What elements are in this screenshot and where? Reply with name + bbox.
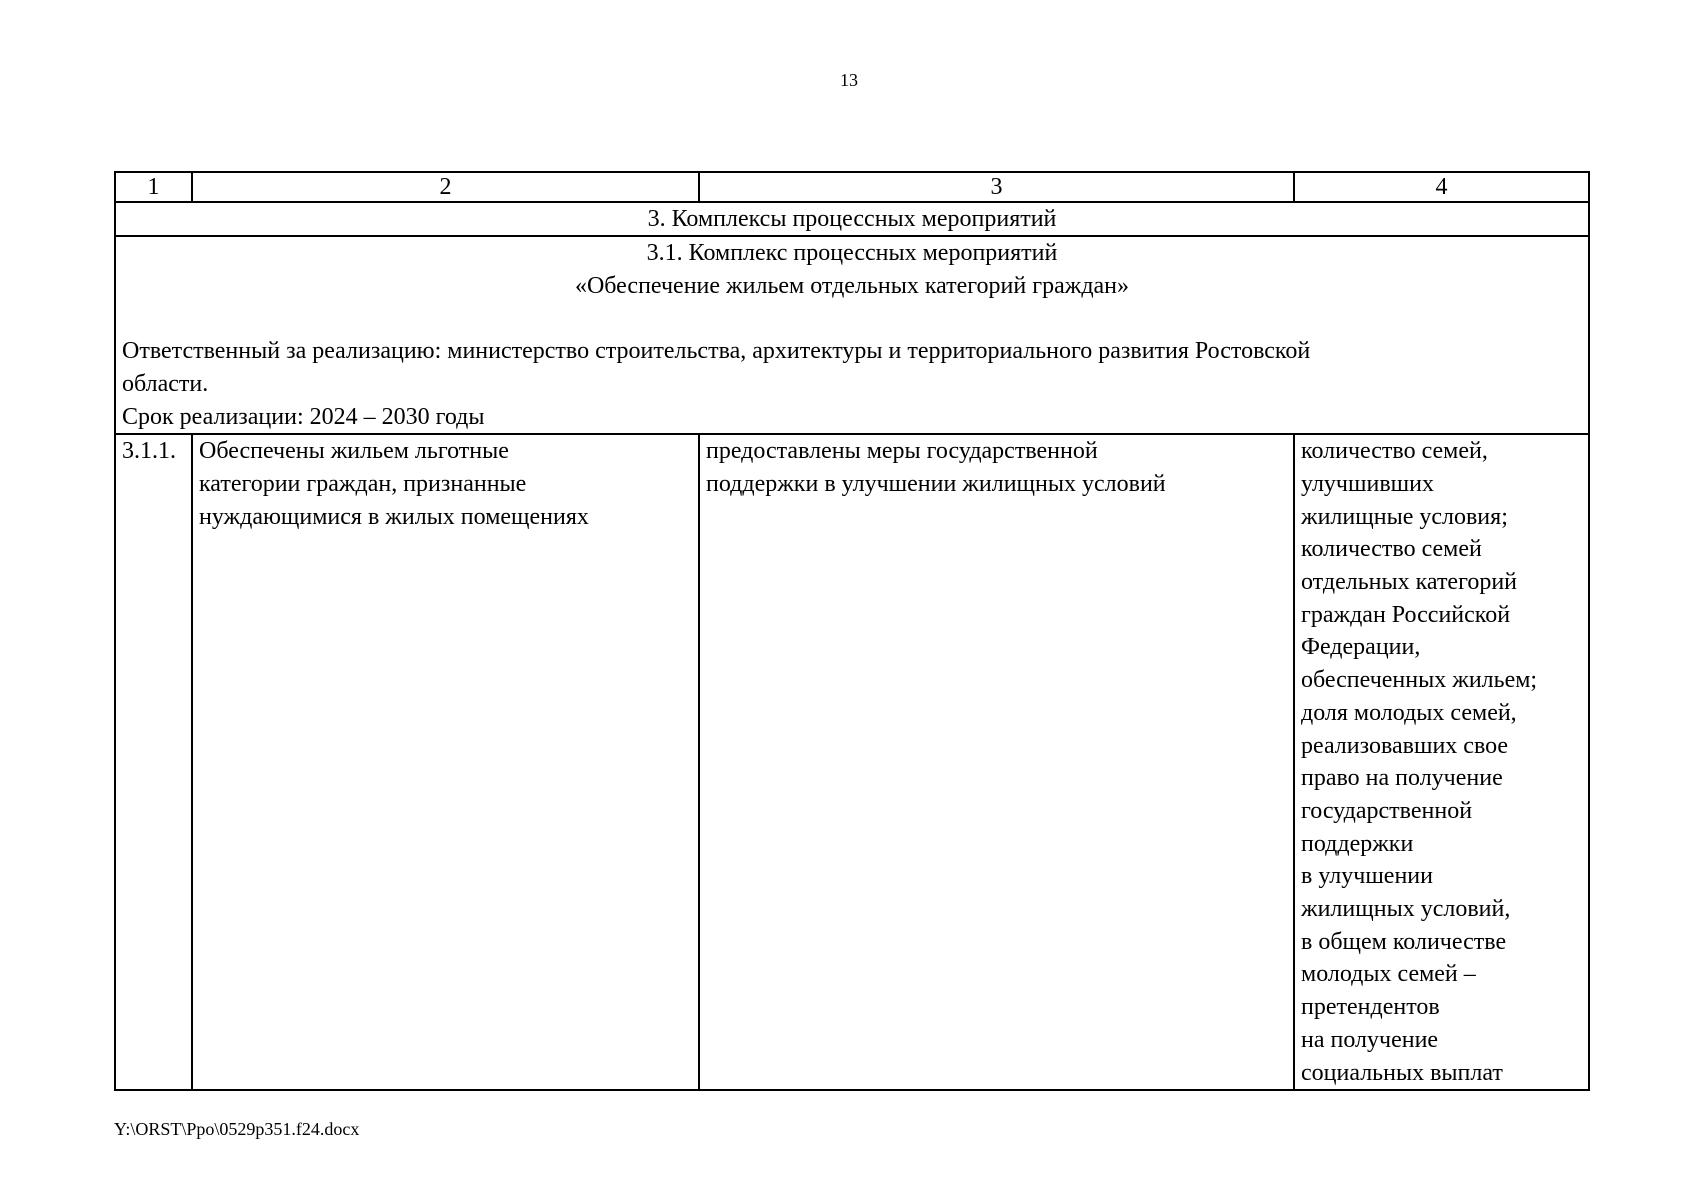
table-row bbox=[115, 434, 1589, 1090]
responsible-text: Ответственный за реализацию: министерство строительства, архитектуры и территориального развития Ростовской bbox=[122, 338, 1311, 365]
header-col-3: 3 bbox=[699, 172, 1294, 202]
subsection-row bbox=[115, 236, 1589, 434]
header-col-1: 1 bbox=[115, 172, 192, 202]
row-number: 3.1.1. bbox=[115, 434, 192, 1090]
effect-line: предоставлены меры государственной bbox=[706, 438, 1098, 465]
task-line: нуждающимися в жилых помещениях bbox=[199, 503, 589, 530]
indicator-line: претендентов bbox=[1301, 994, 1440, 1021]
measures-table bbox=[114, 171, 1590, 1091]
effect-line: поддержки в улучшении жилищных условий bbox=[706, 470, 1166, 497]
file-path-footer: Y:\ORST\Ppo\0529p351.f24.docx bbox=[114, 1119, 360, 1139]
subsection-name: «Обеспечение жильем отдельных категорий граждан» bbox=[574, 272, 1130, 299]
indicator-line: отдельных категорий bbox=[1301, 569, 1518, 596]
section-row bbox=[115, 202, 1589, 236]
indicator-line: государственной bbox=[1301, 797, 1473, 824]
indicator-line: молодых семей – bbox=[1301, 961, 1476, 988]
term-text: Срок реализации: 2024 – 2030 годы bbox=[122, 403, 485, 430]
indicator-line: граждан Российской bbox=[1301, 601, 1511, 628]
indicator-line: социальных выплат bbox=[1301, 1059, 1503, 1086]
subsection-cell bbox=[115, 236, 1589, 434]
indicator-line: жилищных условий, bbox=[1301, 896, 1511, 923]
indicator-line: реализовавших свое bbox=[1301, 732, 1509, 759]
indicator-line: поддержки bbox=[1301, 830, 1414, 857]
page-number: 13 bbox=[840, 70, 858, 90]
indicator-line: право на получение bbox=[1301, 765, 1503, 792]
indicator-cell bbox=[1294, 434, 1589, 1090]
indicator-line: количество семей bbox=[1301, 536, 1482, 563]
indicator-line: улучшивших bbox=[1301, 470, 1434, 497]
effect-cell bbox=[699, 434, 1294, 1090]
indicator-line: на получение bbox=[1301, 1026, 1439, 1053]
table-header-row bbox=[115, 172, 1589, 202]
indicator-line: в улучшении bbox=[1301, 863, 1433, 890]
header-col-2: 2 bbox=[192, 172, 699, 202]
task-line: категории граждан, признанные bbox=[199, 470, 527, 497]
task-cell bbox=[192, 434, 699, 1090]
indicator-line: жилищные условия; bbox=[1301, 503, 1508, 530]
section-title: 3. Комплексы процессных мероприятий bbox=[115, 202, 1589, 236]
indicator-line: Федерации, bbox=[1301, 634, 1421, 661]
indicator-line: в общем количестве bbox=[1301, 928, 1507, 955]
responsible-text-cont: области. bbox=[122, 370, 209, 397]
spacer bbox=[122, 302, 1582, 335]
indicator-line: количество семей, bbox=[1301, 438, 1488, 465]
indicator-line: обеспеченных жильем; bbox=[1301, 667, 1538, 694]
subsection-title: 3.1. Комплекс процессных мероприятий bbox=[646, 240, 1058, 266]
header-col-4: 4 bbox=[1294, 172, 1589, 202]
indicator-line: доля молодых семей, bbox=[1301, 699, 1517, 726]
task-line: Обеспечены жильем льготные bbox=[199, 438, 509, 465]
